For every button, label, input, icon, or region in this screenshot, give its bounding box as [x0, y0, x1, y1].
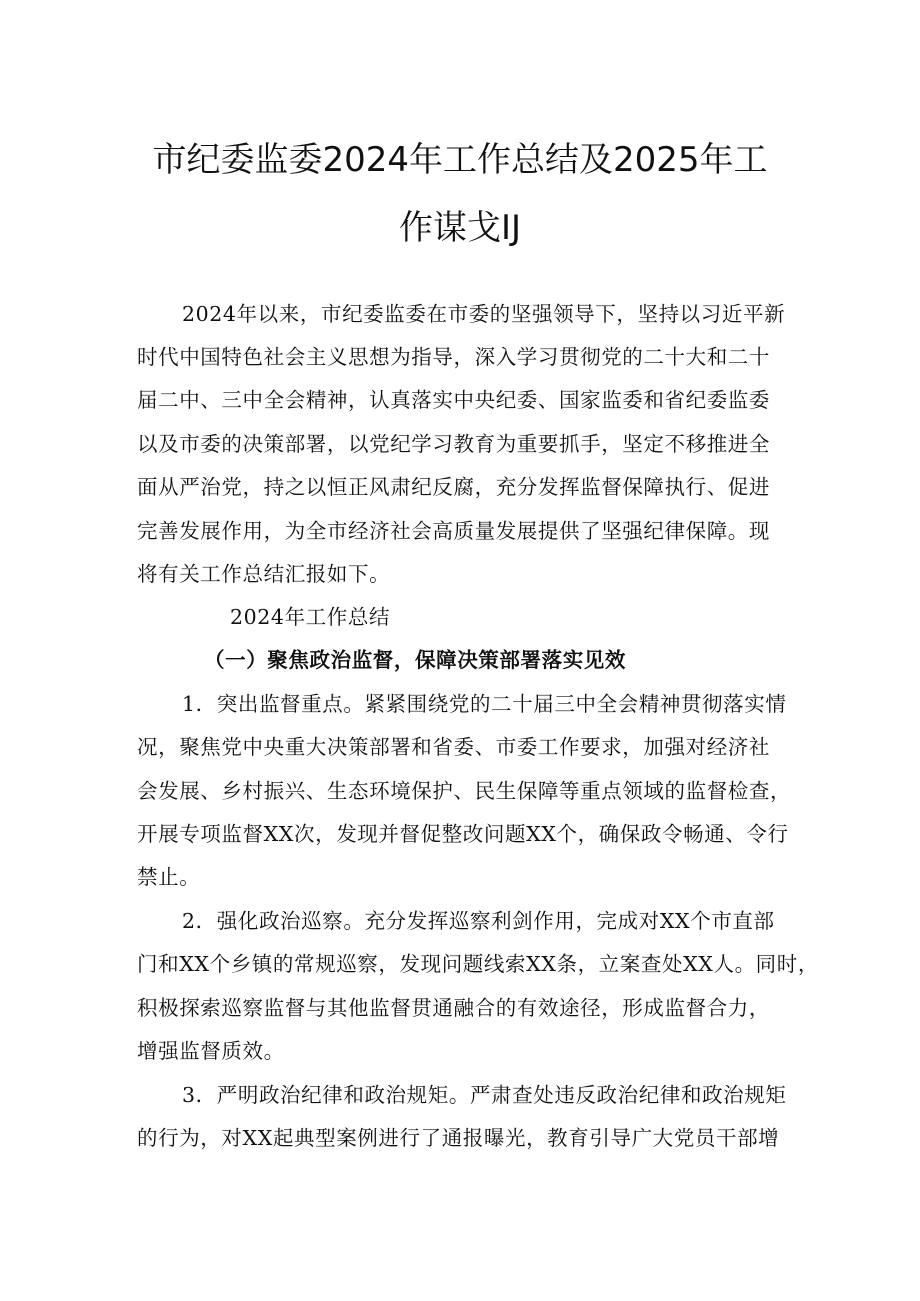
item2-line: 门和XX个乡镇的常规巡察，发现问题线索XX条，立案查处XX人。同时， [137, 952, 819, 976]
subsection-heading: （一）聚焦政治监督，保障决策部署落实见效 [204, 648, 626, 672]
intro-line: 2024年以来，市纪委监委在市委的坚强领导下，坚持以习近平新 [182, 302, 786, 326]
intro-line: 完善发展作用，为全市经济社会高质量发展提供了坚强纪律保障。现 [137, 519, 770, 543]
intro-line: 届二中、三中全会精神，认真落实中央纪委、国家监委和省纪委监委 [137, 388, 770, 412]
item1-line: 况，聚焦党中央重大决策部署和省委、市委工作要求，加强对经济社 [137, 735, 770, 759]
intro-line: 时代中国特色社会主义思想为指导，深入学习贯彻党的二十大和二十 [137, 345, 770, 369]
intro-line: 以及市委的决策部署，以党纪学习教育为重要抓手，坚定不移推进全 [137, 432, 770, 456]
item3-line: 的行为，对XX起典型案例进行了通报曝光，教育引导广大党员干部增 [137, 1126, 780, 1150]
intro-line: 面从严治党，持之以恒正风肃纪反腐，充分发挥监督保障执行、促进 [137, 475, 770, 499]
item1-line: 1．突出监督重点。紧紧围绕党的二十届三中全会精神贯彻落实情 [182, 692, 787, 716]
item2-line: 积极探索巡察监督与其他监督贯通融合的有效途径，形成监督合力， [137, 996, 770, 1020]
item1-line: 禁止。 [137, 865, 201, 889]
intro-line: 将有关工作总结汇报如下。 [137, 562, 391, 586]
document-title-line-1: 市纪委监委2024年工作总结及2025年工 [152, 140, 768, 180]
document-title-line-2: 作谋戈IJ [398, 208, 522, 248]
item3-line: 3．严明政治纪律和政治规矩。严肃查处违反政治纪律和政治规矩 [182, 1083, 787, 1107]
section-heading: 2024年工作总结 [230, 605, 391, 629]
item2-line: 增强监督质效。 [137, 1039, 285, 1063]
item1-line: 开展专项监督XX次，发现并督促整改问题XX个，确保政令畅通、令行 [137, 822, 789, 846]
item1-line: 会发展、乡村振兴、生态环境保护、民生保障等重点领域的监督检查， [137, 779, 792, 803]
item2-line: 2．强化政治巡察。充分发挥巡察利剑作用，完成对XX个市直部 [182, 909, 775, 933]
